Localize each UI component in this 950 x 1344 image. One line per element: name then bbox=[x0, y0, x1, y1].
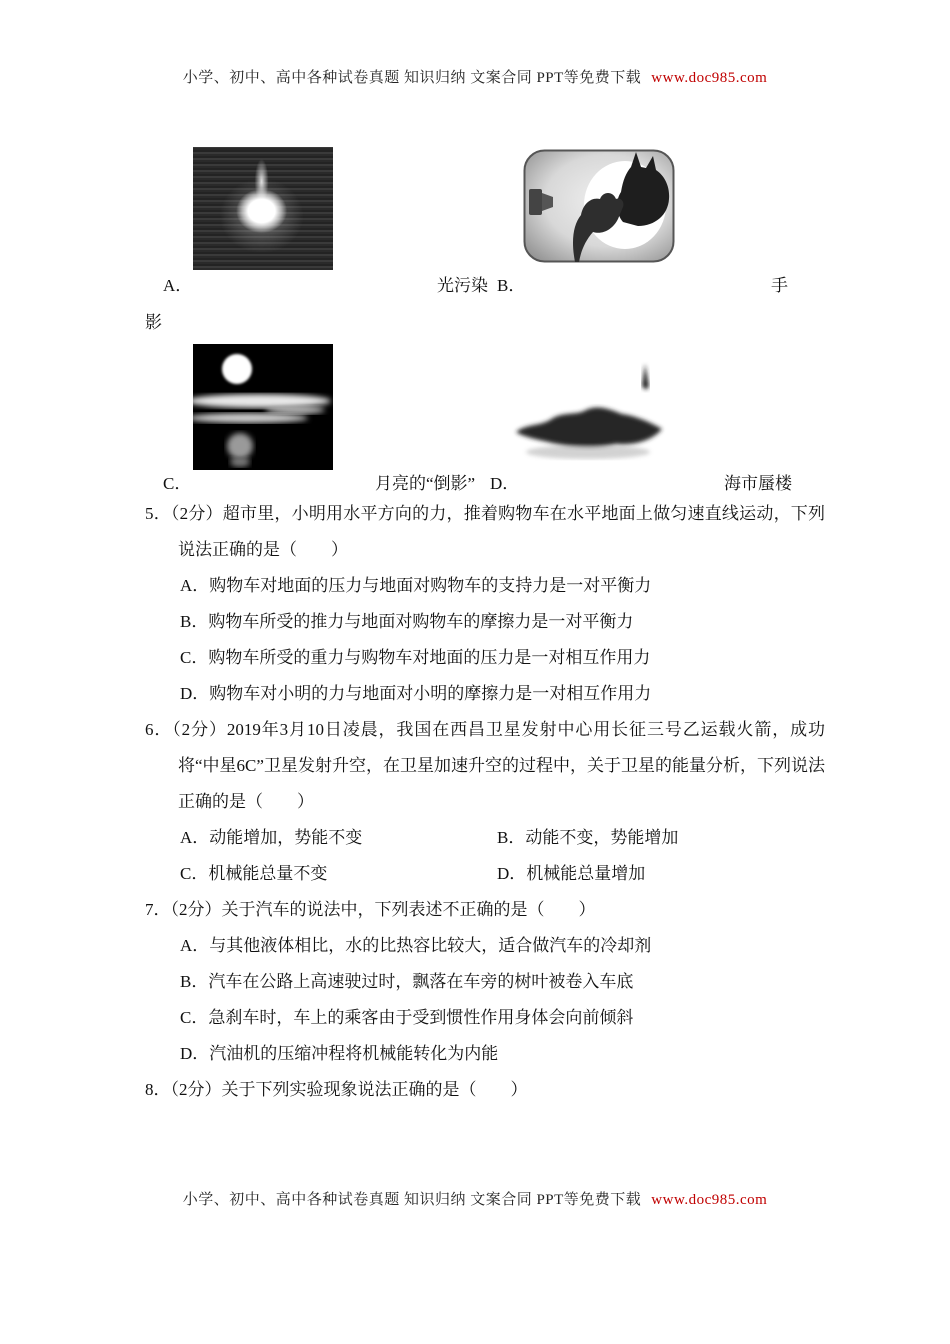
question-7-option-a: A．与其他液体相比，水的比热容比较大，适合做汽车的冷却剂 bbox=[180, 936, 652, 955]
question-6-option-c: C．机械能总量不变 bbox=[180, 864, 328, 883]
page-footer bbox=[0, 1188, 950, 1209]
footer-link-url[interactable]: www.doc985.com bbox=[651, 1192, 768, 1208]
option-a-caption: 光污染 bbox=[437, 276, 488, 295]
question-7-option-b: B．汽车在公路上高速驶过时，飘落在车旁的树叶被卷入车底 bbox=[180, 972, 634, 991]
mirage-photo bbox=[508, 356, 672, 470]
question-7-option-d: D．汽油机的压缩冲程将机械能转化为内能 bbox=[180, 1044, 499, 1063]
option-b-label: B． bbox=[497, 276, 526, 295]
question-5-option-c: C．购物车所受的重力与购物车对地面的压力是一对相互作用力 bbox=[180, 648, 651, 667]
option-a-label: A． bbox=[163, 276, 193, 295]
question-6-options-row1 bbox=[180, 820, 825, 856]
page-header bbox=[0, 66, 950, 87]
question-5-option-a: A．购物车对地面的压力与地面对购物车的支持力是一对平衡力 bbox=[180, 576, 652, 595]
question-7-stem: 7．（2分）关于汽车的说法中，下列表述不正确的是（ ） bbox=[145, 900, 596, 919]
option-d-label: D． bbox=[490, 474, 520, 493]
question-7-option-c: C．急刹车时，车上的乘客由于受到惯性作用身体会向前倾斜 bbox=[180, 1008, 634, 1027]
question-5-option-b: B．购物车所受的推力与地面对购物车的摩擦力是一对平衡力 bbox=[180, 612, 634, 631]
header-link-url[interactable]: www.doc985.com bbox=[651, 70, 768, 86]
footer-text: 小学、初中、高中各种试卷真题 知识归纳 文案合同 PPT等免费下载 bbox=[182, 1192, 642, 1208]
question-6-option-a: A．动能增加，势能不变 bbox=[180, 828, 363, 847]
hand-shadow-photo bbox=[523, 149, 675, 263]
option-c-label: C． bbox=[163, 474, 192, 493]
question-8-stem: 8．（2分）关于下列实验现象说法正确的是（ ） bbox=[145, 1080, 528, 1099]
question-6-stem: 6．（2分）2019年3月10日凌晨，我国在西昌卫星发射中心用长征三号乙运载火箭，成功将“中星6C”卫星发射升空，在卫星加速升空的过程中，关于卫星的能量分析，下列说法正确的是（ ） bbox=[145, 720, 825, 811]
option-b-caption-line2: 影 bbox=[145, 313, 162, 332]
header-text: 小学、初中、高中各种试卷真题 知识归纳 文案合同 PPT等免费下载 bbox=[182, 70, 642, 86]
moon-reflection-photo bbox=[193, 344, 333, 470]
option-d-caption: 海市蜃楼 bbox=[724, 474, 792, 493]
question-6-option-b: B．动能不变，势能增加 bbox=[497, 828, 679, 847]
light-pollution-photo bbox=[193, 147, 333, 270]
questions-block bbox=[145, 496, 825, 1108]
question-5-stem: 5．（2分）超市里，小明用水平方向的力，推着购物车在水平地面上做匀速直线运动，下列说法正确的是（ ） bbox=[145, 504, 825, 559]
question-6-option-d: D．机械能总量增加 bbox=[497, 864, 646, 883]
option-c-caption: 月亮的“倒影” bbox=[375, 474, 476, 493]
option-b-caption-line1: 手 bbox=[771, 276, 788, 295]
question-5-option-d: D．购物车对小明的力与地面对小明的摩擦力是一对相互作用力 bbox=[180, 684, 652, 703]
question-6-options-row2 bbox=[180, 856, 825, 892]
